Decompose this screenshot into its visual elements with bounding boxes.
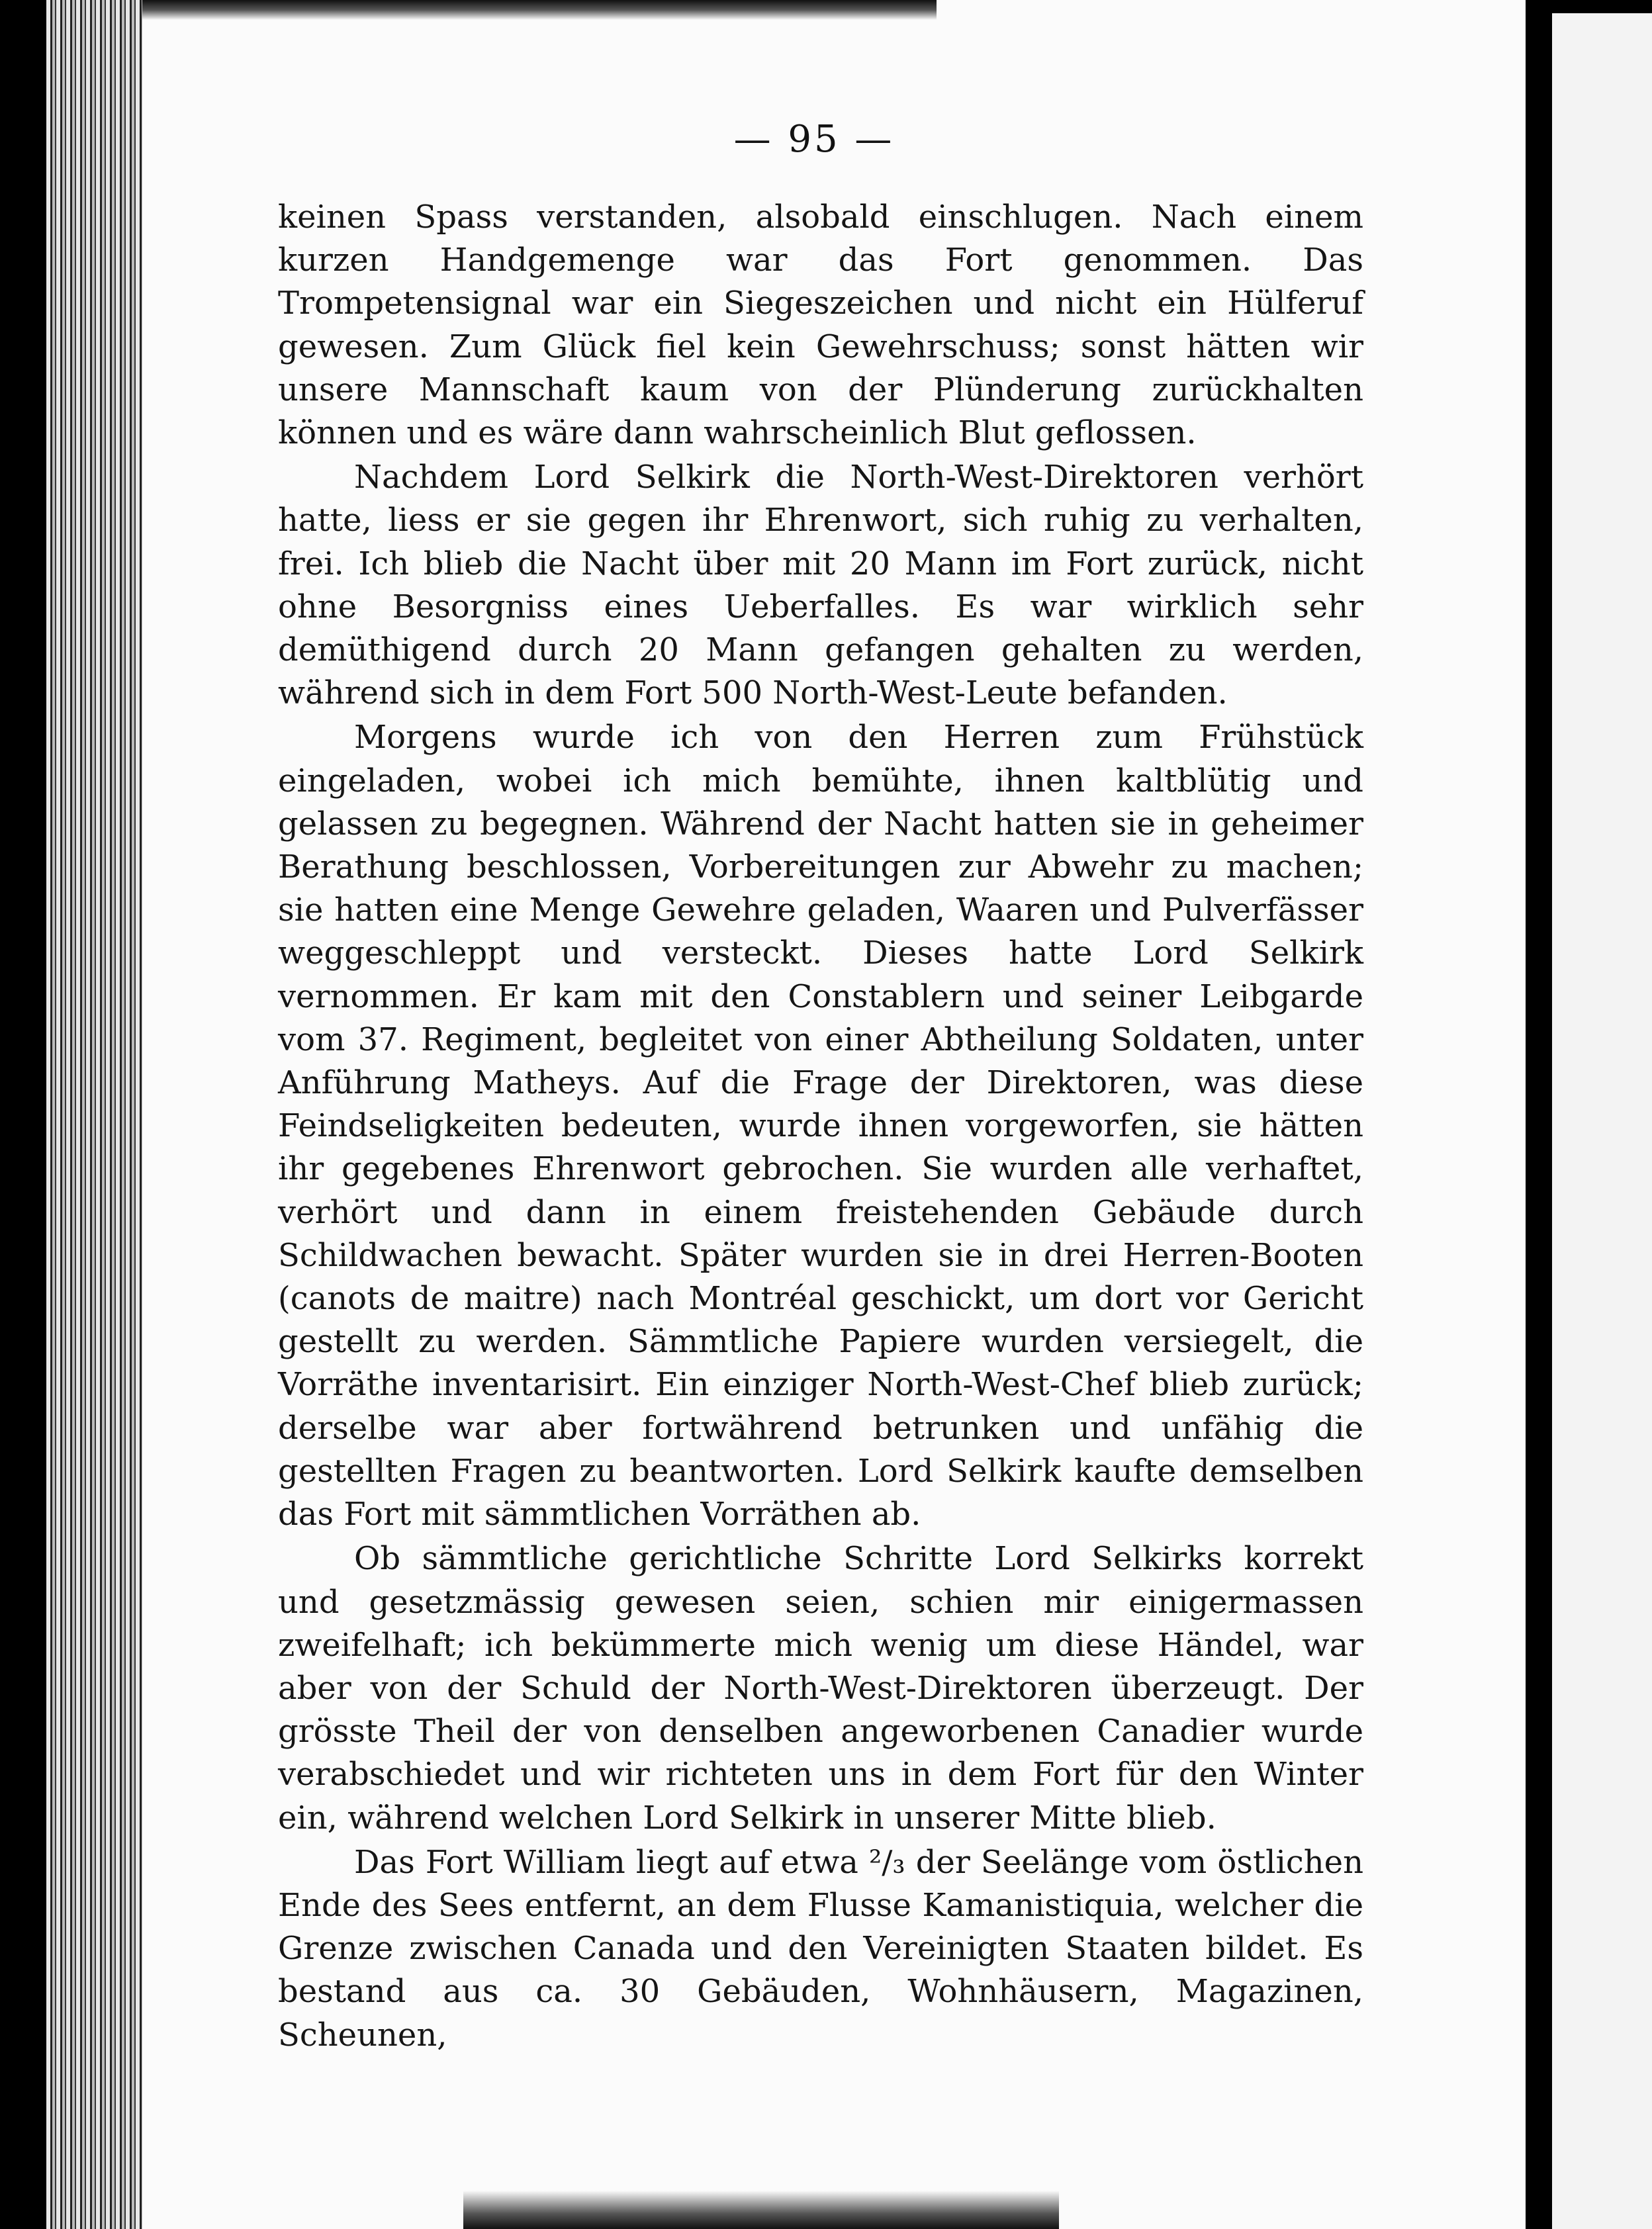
page-bottom-shadow [463, 2191, 1059, 2229]
body-text [278, 196, 1363, 2057]
book-spine-left [0, 0, 46, 2229]
page-top-shadow [142, 0, 937, 20]
page-edges-left [46, 0, 146, 2229]
paragraph-5: Das Fort William liegt auf etwa ²/₃ der Seelänge vom östlichen Ende des Sees entfernt, an dem Flusse Kamanistiquia, welcher die Grenze zwischen Canada und den Vereinigten Staaten bildet. Es bestand aus ca. 30 Gebäuden, Wohnhäusern, Magazinen, Scheunen, [278, 1843, 1363, 2054]
paragraph-3: Morgens wurde ich von den Herren zum Frühstück eingeladen, wobei ich mich bemühte, ihnen kaltblütig und gelassen zu begegnen. Während der Nacht hatten sie in geheimer Berathung beschlossen, Vorbereitungen zur Abwehr zu machen; sie hatten eine Menge Gewehre geladen, Waaren und Pulverfässer weggeschleppt und versteckt. Dieses hatte Lord Selkirk vernommen. Er kam mit den Constablern und seiner Leibgarde vom 37. Regiment, begleitet von einer Abtheilung Soldaten, unter Anführung Matheys. Auf die Frage der Direktoren, was diese Feindseligkeiten bedeuten, wurde ihnen vorgeworfen, sie hätten ihr gegebenes Ehrenwort gebrochen. Sie wurden alle verhaftet, verhört und dann in einem freistehenden Gebäude durch Schildwachen bewacht. Später wurden sie in drei Herren-Booten (canots de maitre) nach Montréal geschickt, um dort vor Gericht gestellt zu werden. Sämmtliche Papiere wurden versiegelt, die Vorräthe inventarisirt. Ein einziger North-West-Chef blieb zurück; derselbe war aber fortwährend betrunken und unfähig die gestellten Fragen zu beantworten. Lord Selkirk kaufte demselben das Fort mit sämmtlichen Vorräthen ab. [278, 719, 1363, 1533]
adjacent-page-edge [1552, 13, 1652, 2229]
paragraph-2: Nachdem Lord Selkirk die North-West-Direktoren verhört hatte, liess er sie gegen ihr Ehrenwort, sich ruhig zu verhalten, frei. Ich blieb die Nacht über mit 20 Mann im Fort zurück, nicht ohne Besorgniss eines Ueberfalles. Es war wirklich sehr demüthigend durch 20 Mann gefangen gehalten zu werden, während sich in dem Fort 500 North-West-Leute befanden. [278, 459, 1363, 712]
paragraph-4: Ob sämmtliche gerichtliche Schritte Lord Selkirks korrekt und gesetzmässig gewesen seien, schien mir einigermassen zweifelhaft; ich bekümmerte mich wenig um diese Händel, war aber von der Schuld der North-West-Direktoren überzeugt. Der grösste Theil der von denselben angeworbenen Canadier wurde verabschiedet und wir richteten uns in dem Fort für den Winter ein, während welchen Lord Selkirk in unserer Mitte blieb. [278, 1540, 1363, 1837]
page-number: — 95 — [733, 118, 895, 161]
book-gutter-right [1526, 0, 1552, 2229]
paragraph-1: keinen Spass verstanden, alsobald einschlugen. Nach einem kurzen Handgemenge war das Fort genommen. Das Trompetensignal war ein Siegeszeichen und nicht ein Hülferuf gewesen. Zum Glück fiel kein Gewehrschuss; sonst hätten wir unsere Mannschaft kaum von der Plünderung zurückhalten können und es wäre dann wahrscheinlich Blut geflossen. [278, 199, 1363, 452]
